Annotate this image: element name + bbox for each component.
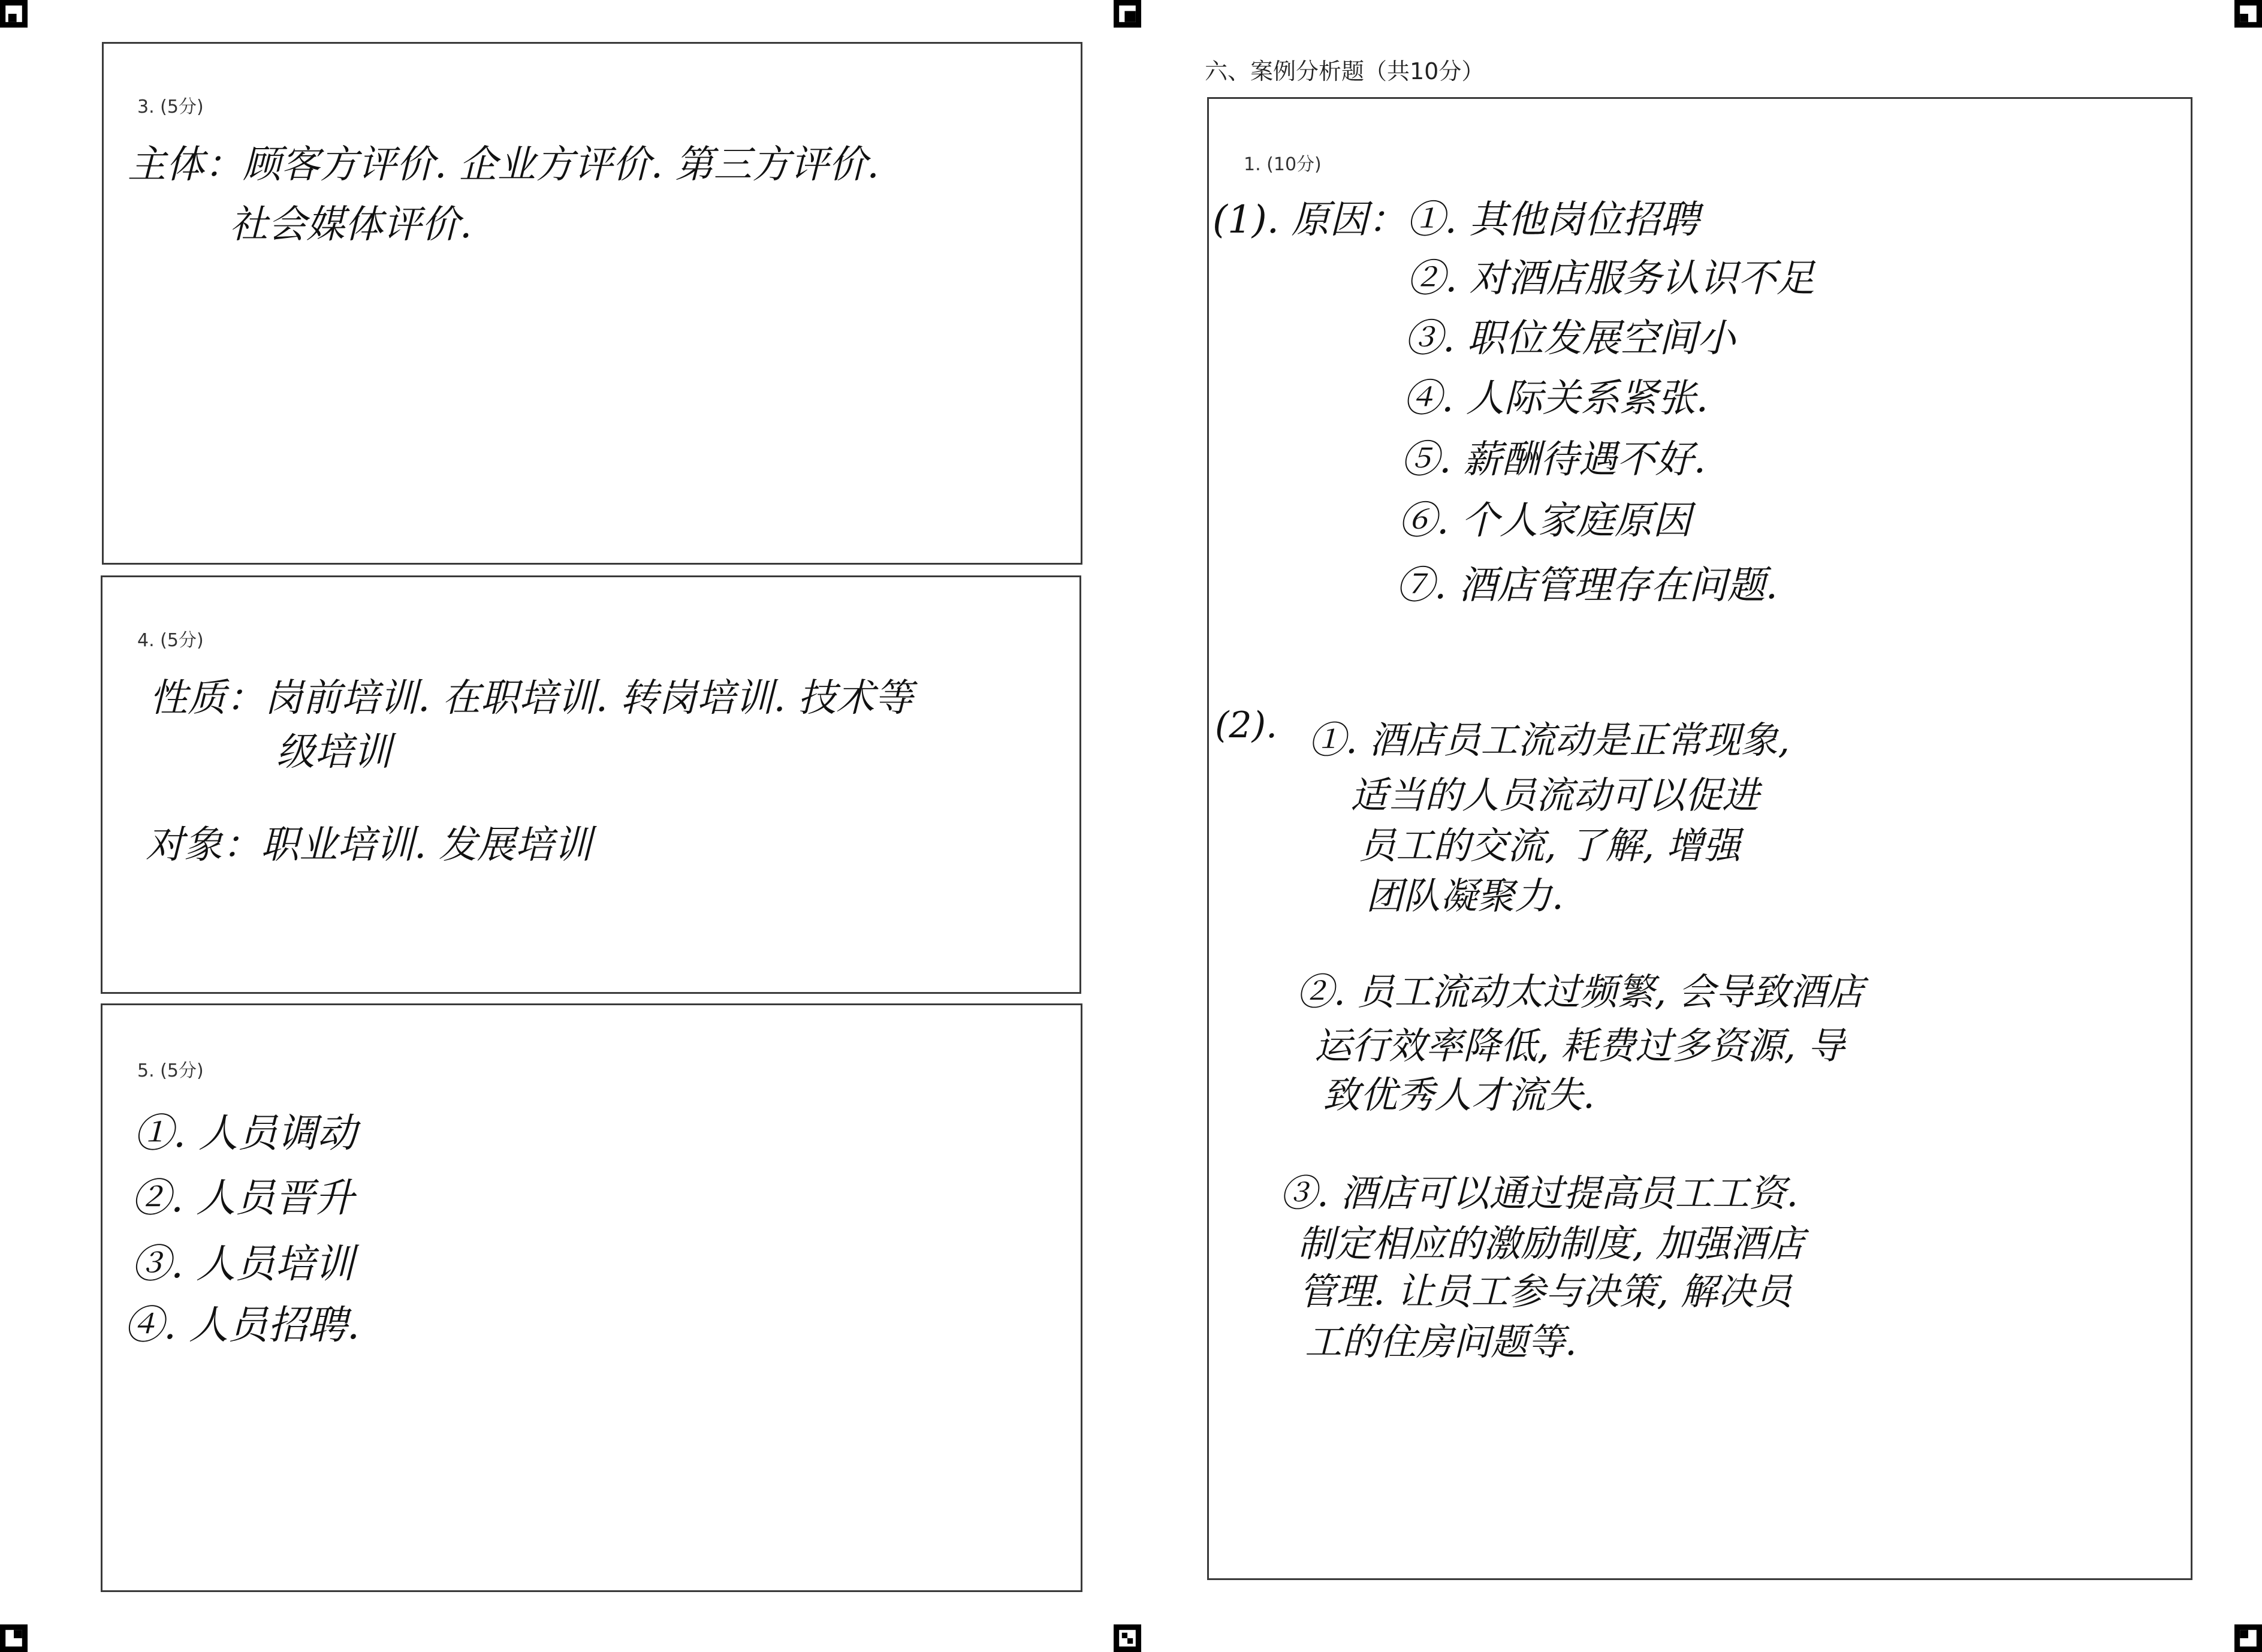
handwritten-answer-line: 管理. 让员工参与决策, 解决员: [1299, 1270, 1792, 1313]
registration-marker-top-left: [0, 0, 28, 28]
handwritten-answer-line: 级培训: [276, 730, 391, 774]
registration-marker-bottom-right: [2234, 1624, 2262, 1652]
registration-marker-top-right: [2234, 0, 2262, 28]
handwritten-answer-line: ①. 人员调动: [134, 1110, 357, 1156]
question-label: 5. (5分): [137, 1060, 204, 1081]
handwritten-answer-line: 制定相应的激励制度, 加强酒店: [1298, 1222, 1805, 1265]
handwritten-answer-line: 对象：职业培训. 发展培训: [146, 823, 592, 867]
handwritten-answer-line: 主体：顾客方评价. 企业方评价. 第三方评价.: [128, 143, 879, 187]
handwritten-answer-line: ④. 人际关系紧张.: [1403, 376, 1709, 421]
answer-box-q4: [101, 575, 1081, 994]
handwritten-answer-line: ②. 对酒店服务认识不足: [1407, 257, 1815, 301]
handwritten-answer-line: ③. 职位发展空间小: [1404, 316, 1736, 361]
handwritten-answer-line: ⑦. 酒店管理存在问题.: [1396, 563, 1778, 608]
handwritten-answer-line: ②. 人员晋升: [131, 1175, 354, 1221]
handwritten-answer-line: 社会媒体评价.: [230, 203, 472, 247]
registration-marker-bottom-center: [1114, 1624, 1141, 1652]
handwritten-answer-line: ③. 人员培训: [131, 1241, 354, 1287]
handwritten-answer-line: 致优秀人才流失.: [1323, 1073, 1595, 1117]
section-title: 六、案例分析题（共10分）: [1205, 58, 1485, 85]
handwritten-answer-line: ⑤. 薪酬待遇不好.: [1401, 438, 1706, 482]
handwritten-answer-line: 团队凝聚力.: [1366, 874, 1564, 918]
answer-box-q5: [101, 1003, 1082, 1592]
handwritten-answer-line: ①. 酒店员工流动是正常现象,: [1308, 718, 1790, 762]
handwritten-answer-line: ②. 员工流动太过频繁, 会导致酒店: [1296, 970, 1864, 1014]
answer-box-case1: [1207, 97, 2192, 1580]
question-label: 1. (10分): [1244, 154, 1322, 175]
handwritten-answer-line: 运行效率降低, 耗费过多资源, 导: [1314, 1024, 1845, 1068]
handwritten-answer-line: 员工的交流, 了解, 增强: [1359, 824, 1741, 867]
handwritten-answer-line: (2).: [1215, 704, 1278, 746]
handwritten-answer-line: ④. 人员招聘.: [124, 1302, 360, 1348]
answer-box-q3: [102, 42, 1082, 565]
handwritten-answer-line: 适当的人员流动可以促进: [1350, 773, 1760, 817]
handwritten-answer-line: ⑥. 个人家庭原因: [1398, 499, 1691, 543]
question-label: 3. (5分): [137, 97, 204, 117]
question-label: 4. (5分): [137, 630, 204, 651]
registration-marker-top-center: [1114, 0, 1141, 28]
registration-marker-bottom-left: [0, 1624, 28, 1652]
handwritten-answer-line: (1). 原因：①. 其他岗位招聘: [1213, 198, 1700, 242]
handwritten-answer-line: 性质：岗前培训. 在职培训. 转岗培训. 技术等: [149, 676, 913, 721]
handwritten-answer-line: ③. 酒店可以通过提高员工工资.: [1280, 1171, 1799, 1215]
handwritten-answer-line: 工的住房问题等.: [1305, 1320, 1577, 1364]
